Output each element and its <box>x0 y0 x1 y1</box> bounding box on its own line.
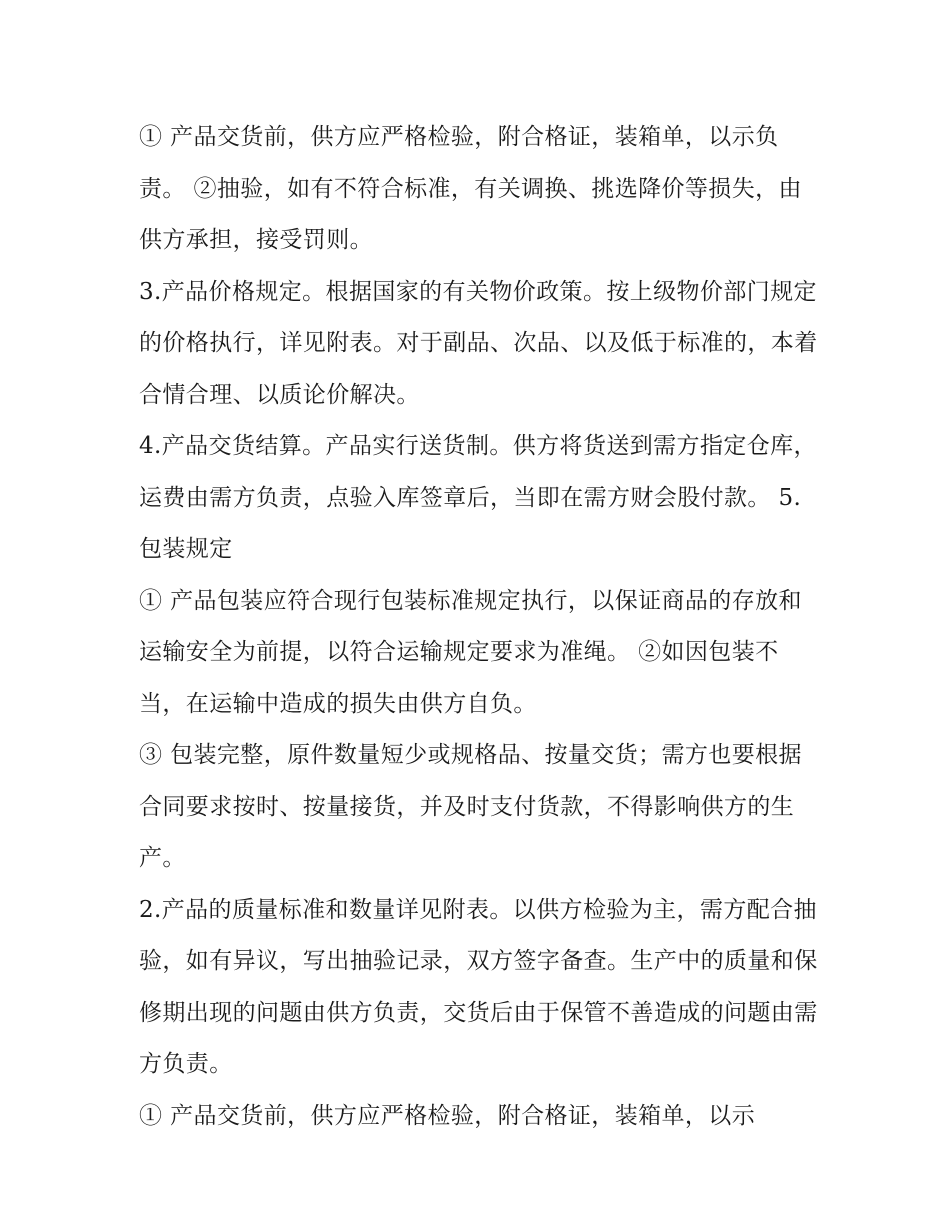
paragraph-packaging-complete: ③ 包装完整，原件数量短少或规格品、按量交货；需方也要根据合同要求按时、按量接货，并及时支付货款，不得影响供方的生产。 <box>139 742 802 871</box>
document-body <box>139 112 819 1142</box>
paragraph-quality-standard: 2.产品的质量标准和数量详见附表。以供方检验为主，需方配合抽验，如有异议，写出抽验记录，双方签字备查。生产中的质量和保修期出现的问题由供方负责，交货后由于保管不善造成的问题由需方负责。 <box>139 896 818 1077</box>
paragraph-price-regulation: 3.产品价格规定。根据国家的有关物价政策。按上级物价部门规定的价格执行，详见附表。对于副品、次品、以及低于标准的，本着合情合理、以质论价解决。 <box>139 278 818 408</box>
paragraph-delivery-settlement: 4.产品交货结算。产品实行送货制。供方将货送到需方指定仓库，运费由需方负责，点验入库签章后，当即在需方财会股付款。 5.包装规定 <box>139 433 817 562</box>
paragraph-packaging-standard: ① 产品包装应符合现行包装标准规定执行，以保证商品的存放和运输安全为前提，以符合运输规定要求为准绳。 ②如因包装不当，在运输中造成的损失由供方自负。 <box>139 587 802 717</box>
paragraph-inspection-before-delivery: ① 产品交货前，供方应严格检验，附合格证，装箱单，以示负责。 ②抽验，如有不符合标准，有关调换、挑选降价等损失，由供方承担，接受罚则。 <box>139 124 802 253</box>
paragraph-inspection-repeat: ① 产品交货前，供方应严格检验，附合格证，装箱单，以示 <box>139 1102 756 1129</box>
